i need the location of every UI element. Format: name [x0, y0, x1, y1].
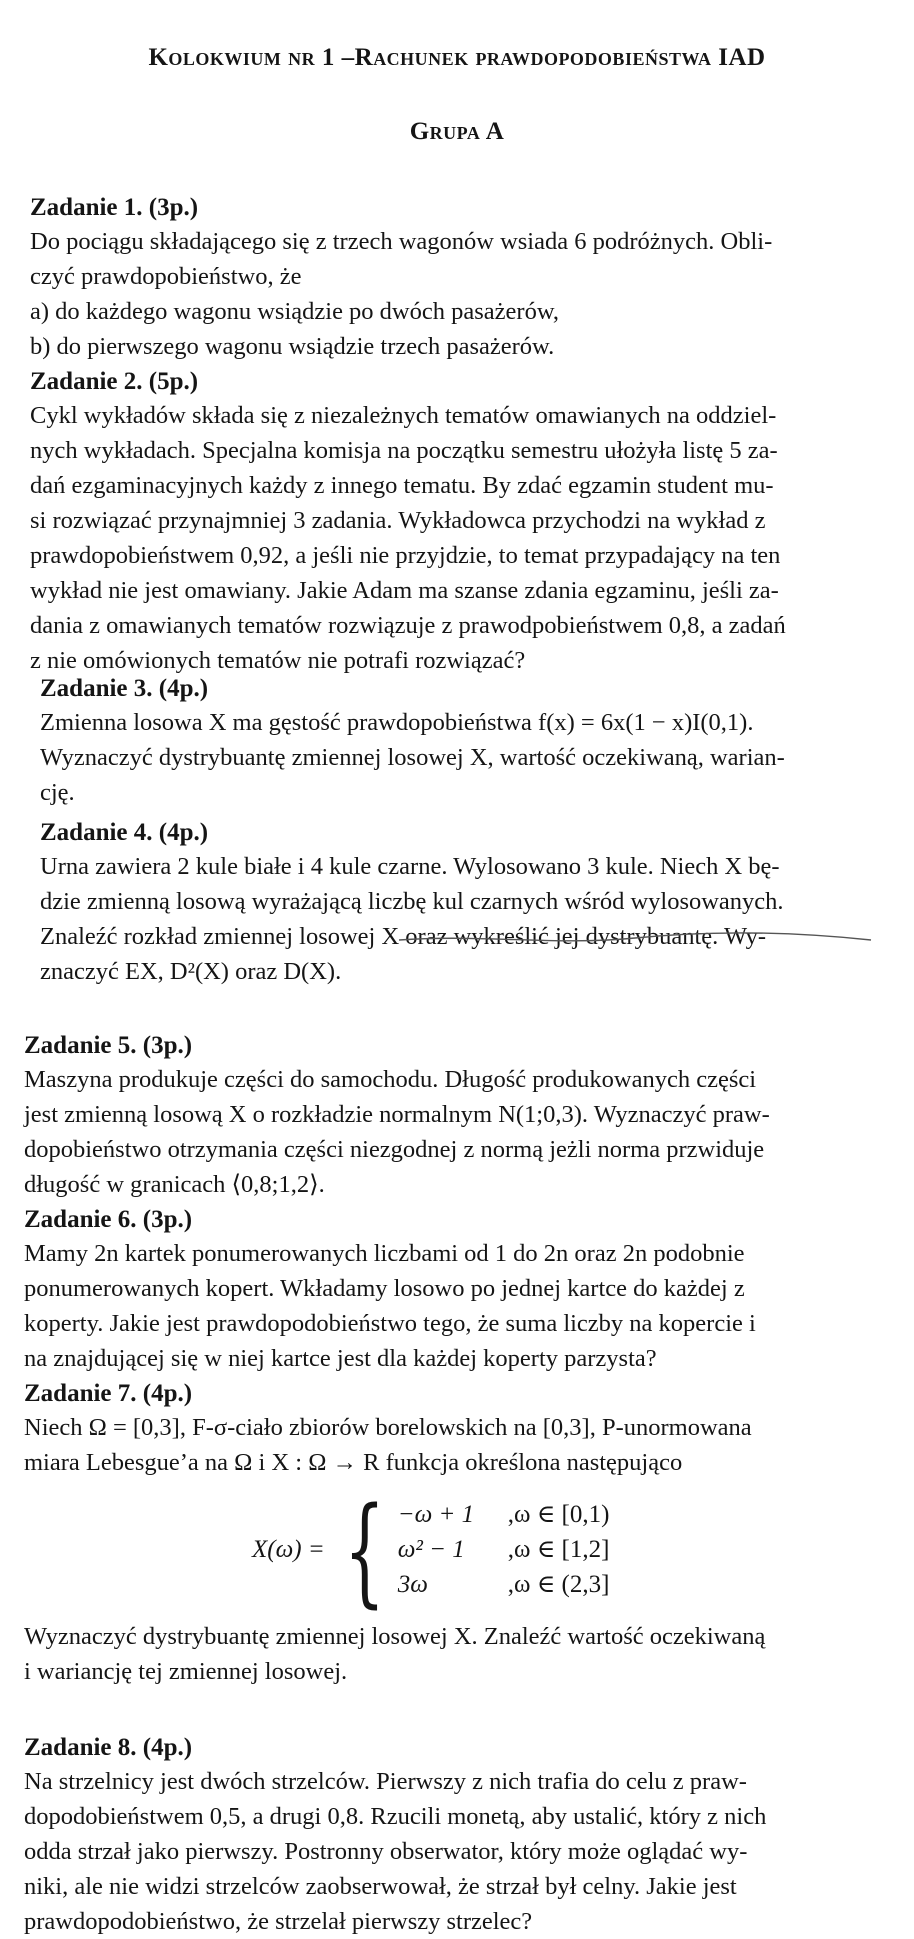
case-domain: ,ω ∈ [1,2]: [507, 1536, 610, 1563]
task-text: [24, 1062, 872, 1202]
left-brace-icon: {: [343, 1480, 385, 1619]
text-line: ponumerowanych kopert. Wkładamy losowo po jednej kartce do każdej z: [24, 1275, 745, 1302]
case-domain: ,ω ∈ (2,3]: [507, 1571, 610, 1598]
piecewise-rows: [398, 1498, 658, 1601]
text-line: wykład nie jest omawiany. Jakie Adam ma szanse zdania egzaminu, jeśli za-: [30, 577, 779, 604]
text-line: Wyznaczyć dystrybuantę zmiennej losowej X, wartość oczekiwaną, warian-: [40, 744, 785, 771]
pen-underline-mark: [395, 920, 875, 950]
group-label: Grupa A: [409, 118, 505, 145]
case-expression: ω² − 1: [397, 1536, 465, 1563]
task-text: [30, 398, 890, 678]
text-line: Zmienna losowa X ma gęstość prawdopobieństwa f(x) = 6x(1 − x)I(0,1).: [40, 709, 754, 736]
task-text: [40, 705, 890, 810]
task-text: [24, 1410, 872, 1480]
text-line: si rozwiązać przynajmniej 3 zadania. Wykładowca przychodzi na wykład z: [30, 507, 766, 534]
task-heading: Zadanie 3. (4p.): [40, 675, 209, 702]
task-4: [40, 817, 890, 989]
text-line: Cykl wykładów składa się z niezależnych tematów omawianych na oddziel-: [30, 402, 777, 429]
case-expression: 3ω: [397, 1571, 428, 1598]
task-3: [40, 673, 890, 810]
text-line: czyć prawdopobieństwo, że: [30, 263, 302, 290]
task-7: [24, 1378, 872, 1689]
function-lhs: X(ω) =: [252, 1535, 325, 1563]
text-line: na znajdującej się w niej kartce jest dla każdej koperty parzysta?: [24, 1345, 657, 1372]
text-line: prawdopodobieństwo, że strzelał pierwszy strzelec?: [24, 1908, 533, 1935]
text-line: niki, ale nie widzi strzelców zaobserwował, że strzał był celny. Jakie jest: [24, 1873, 737, 1900]
text-line: odda strzał jako pierwszy. Postronny obserwator, który może oglądać wy-: [24, 1838, 748, 1865]
task-heading: Zadanie 8. (4p.): [24, 1734, 193, 1761]
text-line: Urna zawiera 2 kule białe i 4 kule czarne. Wylosowano 3 kule. Niech X bę-: [40, 853, 780, 880]
text-line: koperty. Jakie jest prawdopodobieństwo tego, że suma liczby na kopercie i: [24, 1310, 756, 1337]
task-2: [30, 366, 890, 678]
text-line: b) do pierwszego wagonu wsiądzie trzech pasażerów.: [30, 333, 555, 360]
task-heading: Zadanie 1. (3p.): [30, 194, 199, 221]
task-text: [40, 849, 890, 989]
text-line: długość w granicach ⟨0,8;1,2⟩.: [24, 1171, 325, 1198]
text-line: dania z omawianych tematów rozwiązuje z prawodpobieństwem 0,8, a zadań: [30, 612, 786, 639]
task-heading: Zadanie 7. (4p.): [24, 1380, 193, 1407]
text-line: Na strzelnicy jest dwóch strzelców. Pierwszy z nich trafia do celu z praw-: [24, 1768, 747, 1795]
task-heading: Zadanie 6. (3p.): [24, 1206, 193, 1233]
text-line: dopodobieństwem 0,5, a drugi 0,8. Rzucili monetą, aby ustalić, który z nich: [24, 1803, 767, 1830]
text-line: Mamy 2n kartek ponumerowanych liczbami od 1 do 2n oraz 2n podobnie: [24, 1240, 745, 1267]
text-line: jest zmienną losową X o rozkładzie normalnym N(1;0,3). Wyznaczyć praw-: [24, 1101, 770, 1128]
text-line: nych wykładach. Specjalna komisja na początku semestru ułożyła listę 5 za-: [30, 437, 778, 464]
text-line: dopobieństwo otrzymania części niezgodnej z normą jeżli norma przwiduje: [24, 1136, 765, 1163]
task-heading: Zadanie 5. (3p.): [24, 1032, 193, 1059]
task-text: [24, 1236, 872, 1376]
piecewise-function: [252, 1480, 872, 1619]
text-line: Znaleźć rozkład zmiennej losowej X oraz wykreślić jej dystrybuantę. Wy-: [40, 923, 767, 950]
case-expression: −ω + 1: [397, 1501, 475, 1528]
text-line: i wariancję tej zmiennej losowej.: [24, 1658, 348, 1685]
text-line: znaczyć EX, D²(X) oraz D(X).: [40, 958, 342, 985]
task-heading: Zadanie 4. (4p.): [40, 819, 209, 846]
text-line: dań ezgaminacyjnych każdy z innego tematu. By zdać egzamin student mu-: [30, 472, 774, 499]
task-text: [24, 1764, 872, 1939]
task-heading: Zadanie 2. (5p.): [30, 368, 199, 395]
text-line: dzie zmienną losową wyrażającą liczbę kul czarnych wśród wylosowanych.: [40, 888, 784, 915]
text-line: prawdopobieństwem 0,92, a jeśli nie przyjdzie, to temat przypadający na ten: [30, 542, 781, 569]
text-line: a) do każdego wagonu wsiądzie po dwóch pasażerów,: [30, 298, 560, 325]
task-8: [24, 1732, 872, 1939]
text-line: cję.: [40, 779, 75, 806]
text-line: miara Lebesgue’a na Ω i X : Ω → R funkcja określona następująco: [24, 1449, 683, 1476]
task-text: [30, 224, 890, 364]
text-line: z nie omówionych tematów nie potrafi rozwiązać?: [30, 647, 526, 674]
text-line: Wyznaczyć dystrybuantę zmiennej losowej X. Znaleźć wartość oczekiwaną: [24, 1623, 766, 1650]
document-title: Kolokwium nr 1 –Rachunek prawdopodobieństwa IAD: [148, 44, 766, 71]
text-line: Niech Ω = [0,3], F-σ-ciało zbiorów borelowskich na [0,3], P-unormowana: [24, 1414, 752, 1441]
case-domain: ,ω ∈ [0,1): [507, 1501, 610, 1528]
text-line: Maszyna produkuje części do samochodu. Długość produkowanych części: [24, 1066, 757, 1093]
task-5: [24, 1030, 872, 1202]
task-1: [30, 192, 890, 364]
task-6: [24, 1204, 872, 1376]
task-text-continued: [24, 1619, 872, 1689]
text-line: Do pociągu składającego się z trzech wagonów wsiada 6 podróżnych. Obli-: [30, 228, 773, 255]
